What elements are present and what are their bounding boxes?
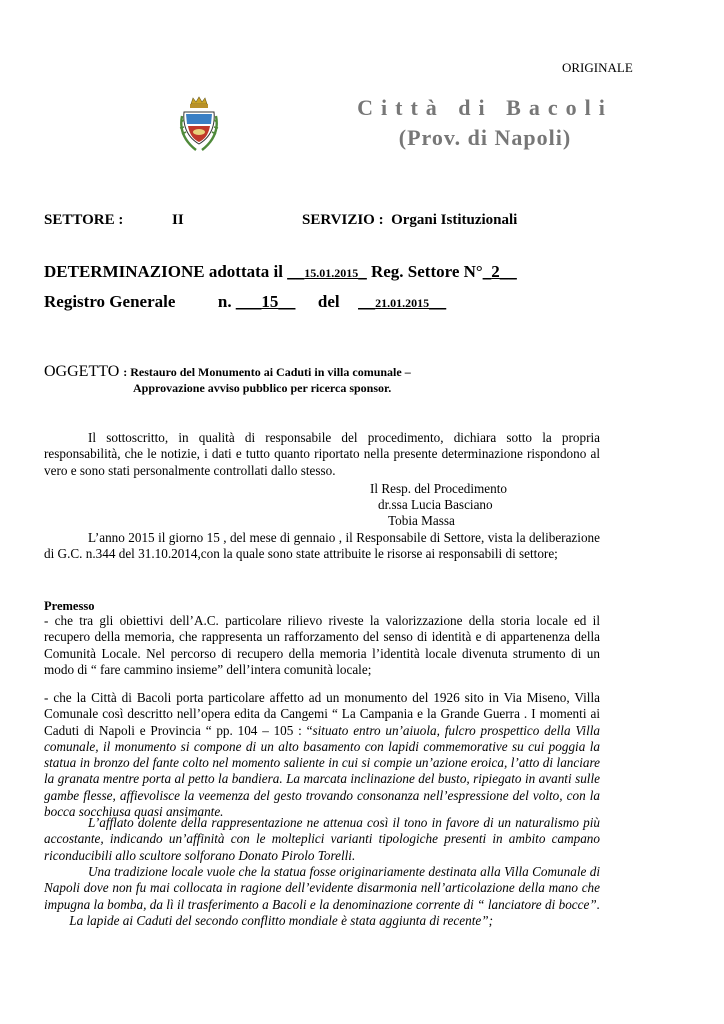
p2-italic: situato entro un’aiuola, fulcro prospettico della Villa comunale, il monumento si compone di un alto basamento con lapidi commemorative su cui poggia la statua in bronzo del fante colto nel momento saliente in cui si compie un’azione eroica, l’atto di lanciare la granata mentre porta al petto la bandiera. La marcata inclinazione del busto, ripiegato in avanti sulle gambe flesse, affievolisce la veemenza del gesto trovando consonanza nell’espressione del volto, con la bocca socchiusa quasi ansimante.	[44, 722, 600, 820]
det-reg-num: 2	[491, 262, 500, 281]
original-label: ORIGINALE	[562, 60, 633, 75]
settore-value: II	[172, 212, 184, 228]
servizio-field	[302, 212, 517, 229]
p4-text: Una tradizione locale vuole che la statua fosse originariamente destinata alla Villa Comunale di Napoli dove non fu mai collocata in ragione dell’evidente disarmonia nell’articolazione della mano che impugna la bomba, da lì il trasferimento a Bacoli e la denominazione corrente di “ lanciatore di bocce”.	[44, 864, 600, 912]
premesso-paragraph-1: - che tra gli obiettivi dell’A.C. particolare rilievo riveste la valorizzazione della storia locale ed il recupero della memoria, che rappresenta un rafforzamento del senso di identità e di appartenenza della Comunità Locale. Nel percorso di recupero della memoria l’identità locale divenuta strumento di un modo di “ fare cammino insieme” dell’intera comunità locale;	[44, 613, 600, 677]
determinazione-line: DETERMINAZIONE adottata il __15.01.2015_ Reg. Settore N°_2__	[44, 262, 517, 281]
premesso-paragraph-3: L’afflato dolente della rappresentazione ne attenua così il tono in favore di un naturalismo più accostante, indicando un’affinità con le molteplici varianti tipologiche presenti in ambito campano riconducibili allo scultore solforano Donato Pirolo Torelli.	[44, 815, 600, 863]
signature-name-1: dr.ssa Lucia Basciano	[378, 497, 493, 512]
rg-num: 15	[261, 292, 279, 311]
registro-line: Registro Generale n. ___15__ del __21.01.2015__	[44, 292, 447, 311]
oggetto-label: OGGETTO	[44, 363, 120, 380]
oggetto-line2: Approvazione avviso pubblico per ricerca sponsor.	[133, 381, 392, 395]
signature-role: Il Resp. del Procedimento	[370, 481, 507, 496]
servizio-label: SERVIZIO :	[302, 212, 384, 228]
settore-label: SETTORE :	[44, 212, 124, 228]
premesso-title: Premesso	[44, 599, 95, 613]
premesso-paragraph-2	[44, 690, 600, 820]
oggetto-line1: : Restauro del Monumento ai Caduti in villa comunale –	[123, 365, 411, 379]
province-name: (Prov. di Napoli)	[398, 125, 572, 150]
signature-name-2: Tobia Massa	[388, 513, 455, 528]
city-crest-icon	[178, 96, 220, 154]
det-date: 15.01.2015	[304, 266, 359, 280]
declaration-paragraph: Il sottoscritto, in qualità di responsabile del procedimento, dichiara sotto la propria responsabilità, che le notizie, i dati e tutto quanto riportato nella presente determinazione rispondono al vero e sono stati personalmente controllati dallo stesso.	[44, 430, 600, 478]
anno-paragraph: L’anno 2015 il giorno 15 , del mese di gennaio , il Responsabile di Settore, vista la deliberazione di G.C. n.344 del 31.10.2014,con la quale sono state attribuite le risorse ai responsabili di settore;	[44, 530, 600, 562]
rg-del: del	[317, 292, 340, 311]
p4-end: La lapide ai Caduti del secondo conflitto mondiale è stata aggiunta di recente”;	[69, 912, 493, 928]
rg-n-label: n.	[217, 292, 232, 311]
servizio-value: Organi Istituzionali	[391, 212, 518, 228]
city-header	[330, 95, 640, 151]
rg-label: Registro Generale	[44, 292, 176, 311]
city-name: Città di Bacoli	[357, 95, 613, 120]
det-reg-label: Reg. Settore N°	[370, 262, 483, 281]
oggetto-block	[44, 363, 411, 381]
p2-normal: - che la Città di Bacoli porta particolare affetto ad un monumento del 1926 sito in Via Miseno, Villa Comunale così descritto nell’opera edita da Cangemi “ La Campania e la Grande Guerra . I momenti ai Caduti di Napoli e Provincia “ pp. 104 – 105 : “	[44, 690, 600, 738]
premesso-paragraph-4	[44, 864, 600, 929]
det-prefix: DETERMINAZIONE adottata il	[44, 262, 283, 281]
rg-date: 21.01.2015	[375, 296, 430, 310]
